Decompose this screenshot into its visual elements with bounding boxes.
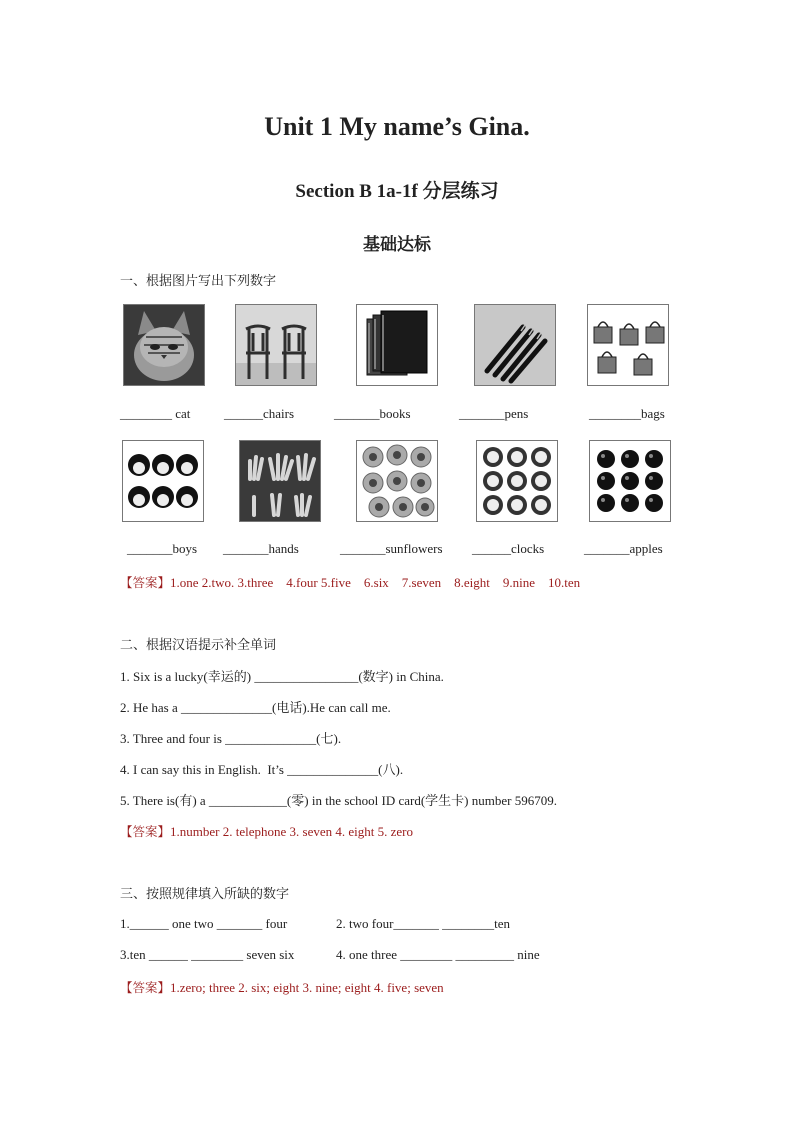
hands-photo bbox=[239, 440, 321, 522]
page-title: Unit 1 My name’s Gina. bbox=[264, 112, 530, 141]
clocks-photo bbox=[476, 440, 558, 522]
caption-boys: _______boys bbox=[127, 541, 198, 556]
answer-tag: 【答案】 bbox=[120, 575, 171, 590]
pens-photo bbox=[474, 304, 556, 386]
sunflowers-photo bbox=[356, 440, 438, 522]
section2-heading: 二、根据汉语提示补全单词 bbox=[120, 638, 277, 653]
question-5: 5. There is(有) a ____________(零) in the school ID card(学生卡) number 596709. bbox=[120, 793, 557, 808]
caption-clocks: ______clocks bbox=[472, 541, 545, 556]
pattern-4: 4. one three ________ _________ nine bbox=[336, 947, 540, 962]
answer-text: 1.one 2.two. 3.three 4.four 5.five 6.six 7.seven 8.eight 9.nine 10.ten bbox=[170, 575, 581, 590]
apples-photo bbox=[589, 440, 671, 522]
books-photo bbox=[356, 304, 438, 386]
pattern-3: 3.ten ______ ________ seven six bbox=[120, 947, 295, 962]
question-3: 3. Three and four is ______________(七). bbox=[120, 731, 342, 746]
section1-answer bbox=[120, 573, 580, 591]
caption-bags: ________bags bbox=[589, 406, 665, 421]
section-subtitle: Section B 1a-1f 分层练习 bbox=[295, 181, 499, 202]
section3-heading: 三、按照规律填入所缺的数字 bbox=[120, 887, 290, 902]
answer-text: 1.zero; three 2. six; eight 3. nine; eight 4. five; seven bbox=[170, 980, 444, 995]
boys-photo bbox=[122, 440, 204, 522]
question-2: 2. He has a ______________(电话).He can call me. bbox=[120, 700, 391, 715]
caption-chairs: ______chairs bbox=[224, 406, 295, 421]
pattern-1: 1.______ one two _______ four bbox=[120, 916, 288, 931]
caption-sunflowers: _______sunflowers bbox=[340, 541, 443, 556]
section1-heading: 一、根据图片写出下列数字 bbox=[120, 274, 277, 289]
level-heading: 基础达标 bbox=[363, 235, 431, 255]
cat-photo bbox=[123, 304, 205, 386]
pattern-2: 2. two four_______ ________ten bbox=[336, 916, 511, 931]
question-4: 4. I can say this in English. It’s ______________(八). bbox=[120, 762, 404, 777]
caption-apples: _______apples bbox=[584, 541, 663, 556]
question-1: 1. Six is a lucky(幸运的) ________________(数字) in China. bbox=[120, 669, 444, 684]
caption-pens: _______pens bbox=[459, 406, 529, 421]
chairs-photo bbox=[235, 304, 317, 386]
section3-answer bbox=[120, 978, 444, 996]
caption-hands: _______hands bbox=[223, 541, 299, 556]
answer-tag: 【答案】 bbox=[120, 824, 171, 839]
caption-cat: ________ cat bbox=[120, 406, 191, 421]
caption-books: _______books bbox=[334, 406, 411, 421]
section2-answer bbox=[120, 822, 413, 840]
answer-tag: 【答案】 bbox=[120, 980, 171, 995]
bags-photo bbox=[587, 304, 669, 386]
answer-text: 1.number 2. telephone 3. seven 4. eight 5. zero bbox=[170, 824, 413, 839]
